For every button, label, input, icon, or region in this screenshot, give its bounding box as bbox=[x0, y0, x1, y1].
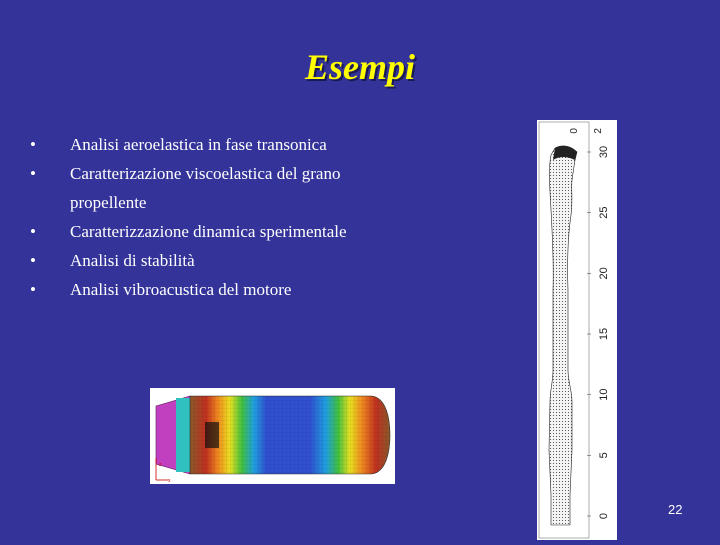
mesh-tick-label: 0 bbox=[598, 512, 610, 520]
mesh-top-ticks bbox=[569, 128, 604, 134]
bullet-item bbox=[30, 246, 450, 275]
bullet-text: Caratterizazione viscoelastica del grano bbox=[70, 164, 341, 183]
bullet-list bbox=[30, 130, 450, 304]
mesh-top-tick-label: 0 bbox=[569, 128, 580, 134]
bullet-dot: • bbox=[30, 251, 36, 270]
motor-mode-svg bbox=[150, 388, 395, 484]
grain-mesh-shape bbox=[549, 146, 577, 525]
bullet-dot: • bbox=[30, 164, 36, 183]
mesh-tick-label: 30 bbox=[598, 145, 610, 159]
bullet-item bbox=[30, 130, 450, 159]
bullet-continuation bbox=[30, 188, 450, 217]
motor-throat bbox=[176, 398, 190, 472]
grain-mesh-svg bbox=[537, 120, 617, 540]
mesh-axis bbox=[587, 146, 610, 519]
bullet-text: Analisi vibroacustica del motore bbox=[70, 280, 292, 299]
mesh-tick-label: 20 bbox=[598, 267, 610, 280]
mesh-tick-label: 15 bbox=[598, 327, 610, 341]
bullet-dot: • bbox=[30, 222, 36, 241]
axis-label-z: z bbox=[159, 462, 162, 468]
axis-label-x: x bbox=[168, 478, 171, 484]
grain-mesh-figure bbox=[537, 120, 617, 540]
mesh-tick-label: 5 bbox=[598, 452, 610, 459]
bullet-text: Caratterizzazione dinamica sperimentale bbox=[70, 222, 347, 241]
motor-inner-detail bbox=[205, 422, 219, 448]
mesh-tick-label: 10 bbox=[598, 388, 610, 401]
bullet-text: Analisi di stabilità bbox=[70, 251, 195, 270]
bullet-text: Analisi aeroelastica in fase transonica bbox=[70, 135, 327, 154]
mesh-top-tick-label: 2 bbox=[593, 128, 604, 134]
bullet-text: propellente bbox=[70, 193, 147, 212]
bullet-item bbox=[30, 275, 450, 304]
mesh-tick-label: 25 bbox=[598, 206, 610, 219]
bullet-item bbox=[30, 159, 450, 188]
motor-mode-figure bbox=[150, 388, 395, 484]
slide-number: 22 bbox=[668, 502, 683, 517]
slide-title: Esempi bbox=[304, 47, 415, 87]
bullet-dot: • bbox=[30, 135, 36, 154]
bullet-item bbox=[30, 217, 450, 246]
bullet-dot: • bbox=[30, 280, 36, 299]
motor-mesh-grid bbox=[190, 396, 390, 474]
